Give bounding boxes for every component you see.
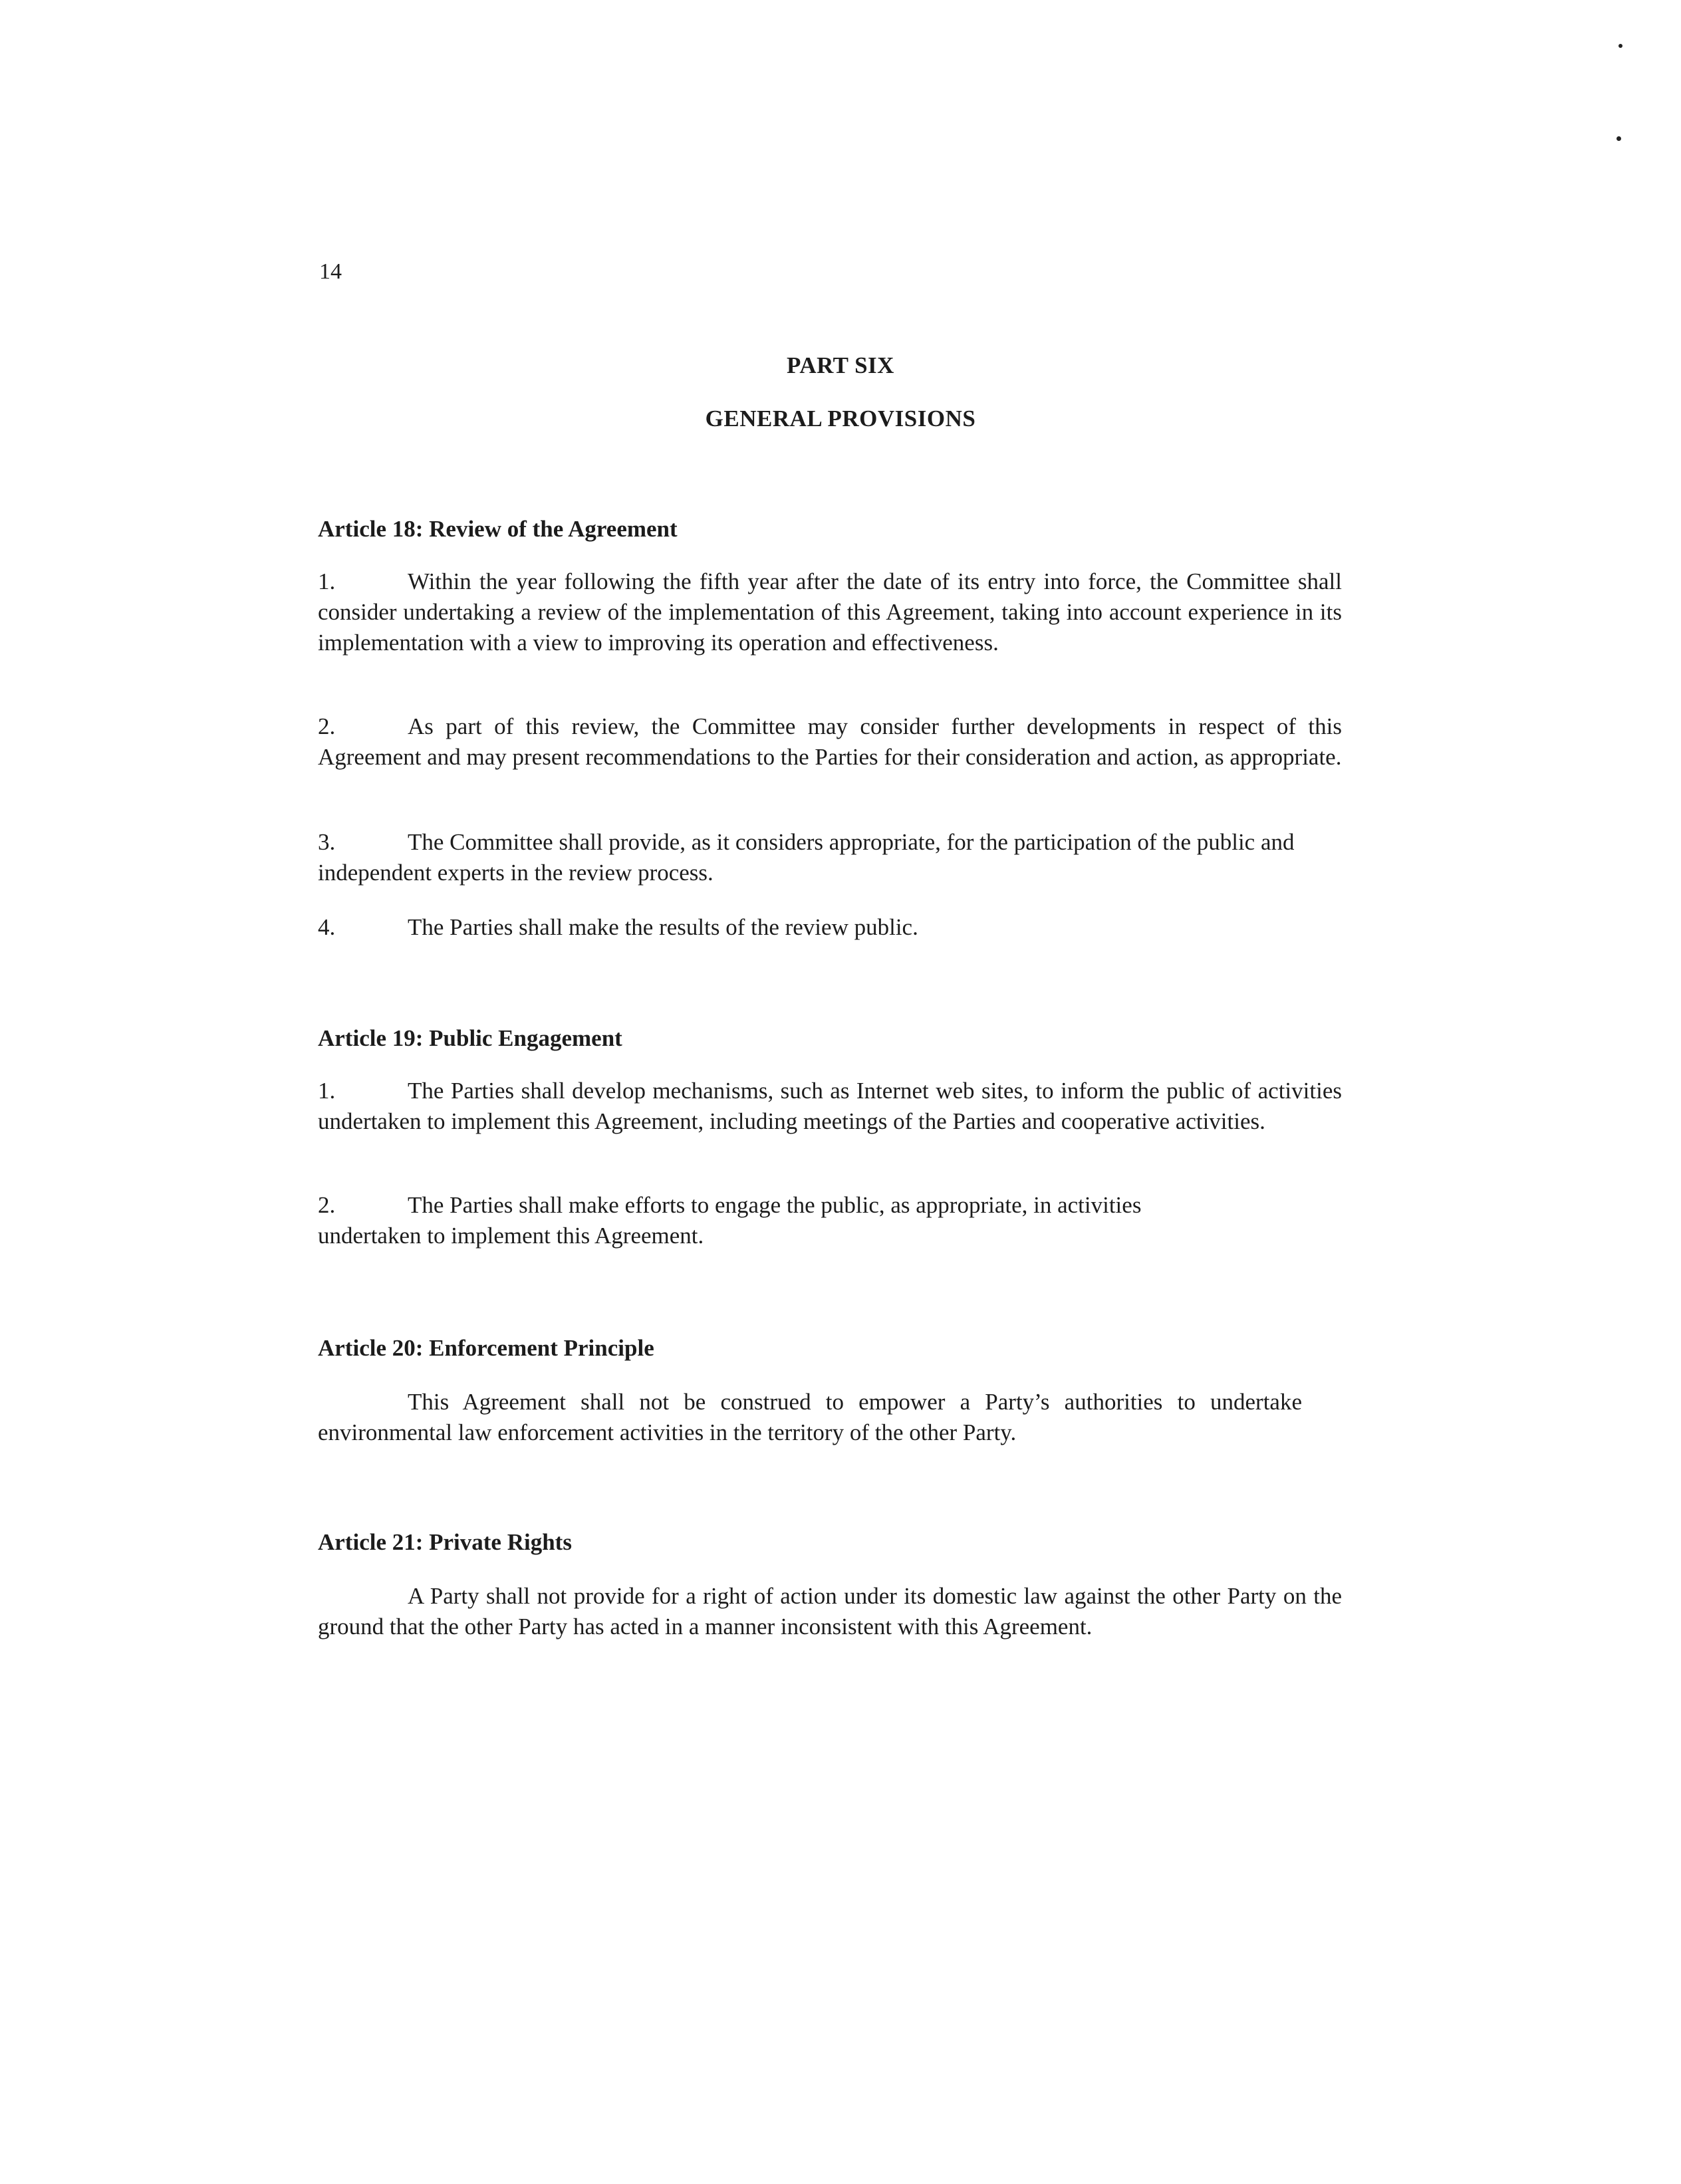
article-20-para — [318, 1387, 1302, 1448]
page-number: 14 — [319, 259, 342, 284]
article-18-para-3 — [318, 827, 1342, 888]
article-18-para-2 — [318, 711, 1342, 773]
article-19-para-2 — [318, 1190, 1249, 1251]
scan-speck — [1618, 44, 1622, 48]
para-text: The Committee shall provide, as it considers appropriate, for the participation of the public and independent experts in the review process. — [318, 829, 1295, 886]
para-number: 2. — [318, 1192, 336, 1218]
article-19-para-1 — [318, 1076, 1342, 1137]
scan-speck — [1616, 136, 1621, 141]
part-title: PART SIX — [787, 352, 894, 378]
part-subtitle: GENERAL PROVISIONS — [705, 406, 976, 431]
para-text: As part of this review, the Committee may consider further developments in respect of this Agreement and may present recommendations to the Parties for their consideration and action, as appropriate. — [318, 713, 1342, 770]
article-18-para-1 — [318, 566, 1342, 658]
para-text: The Parties shall make efforts to engage the public, as appropriate, in activities undertaken to implement this Agreement. — [318, 1192, 1142, 1249]
para-text: The Parties shall develop mechanisms, such as Internet web sites, to inform the public of activities undertaken to implement this Agreement, including meetings of the Parties and cooperative activities. — [318, 1078, 1342, 1134]
article-18-heading: Article 18: Review of the Agreement — [318, 516, 678, 542]
para-text: This Agreement shall not be construed to empower a Party’s authorities to undertake environmental law enforcement activities in the territory of the other Party. — [318, 1389, 1302, 1445]
para-number: 3. — [318, 829, 336, 855]
para-number: 1. — [318, 1078, 336, 1104]
para-text: The Parties shall make the results of the review public. — [408, 914, 918, 940]
para-number: 1. — [318, 568, 336, 594]
para-number: 4. — [318, 914, 336, 940]
article-21-para — [318, 1581, 1342, 1642]
article-20-heading: Article 20: Enforcement Principle — [318, 1335, 654, 1361]
para-text: A Party shall not provide for a right of action under its domestic law against the other Party on the ground that the other Party has acted in a manner inconsistent with this Agreement. — [318, 1583, 1342, 1639]
article-21-heading: Article 21: Private Rights — [318, 1529, 572, 1555]
para-number: 2. — [318, 713, 336, 739]
article-18-para-4 — [318, 912, 1342, 943]
article-19-heading: Article 19: Public Engagement — [318, 1025, 622, 1051]
para-text: Within the year following the fifth year after the date of its entry into force, the Committee shall consider undertaking a review of the implementation of this Agreement, taking into account experience in its implementation with a view to improving its operation and effectiveness. — [318, 568, 1342, 656]
